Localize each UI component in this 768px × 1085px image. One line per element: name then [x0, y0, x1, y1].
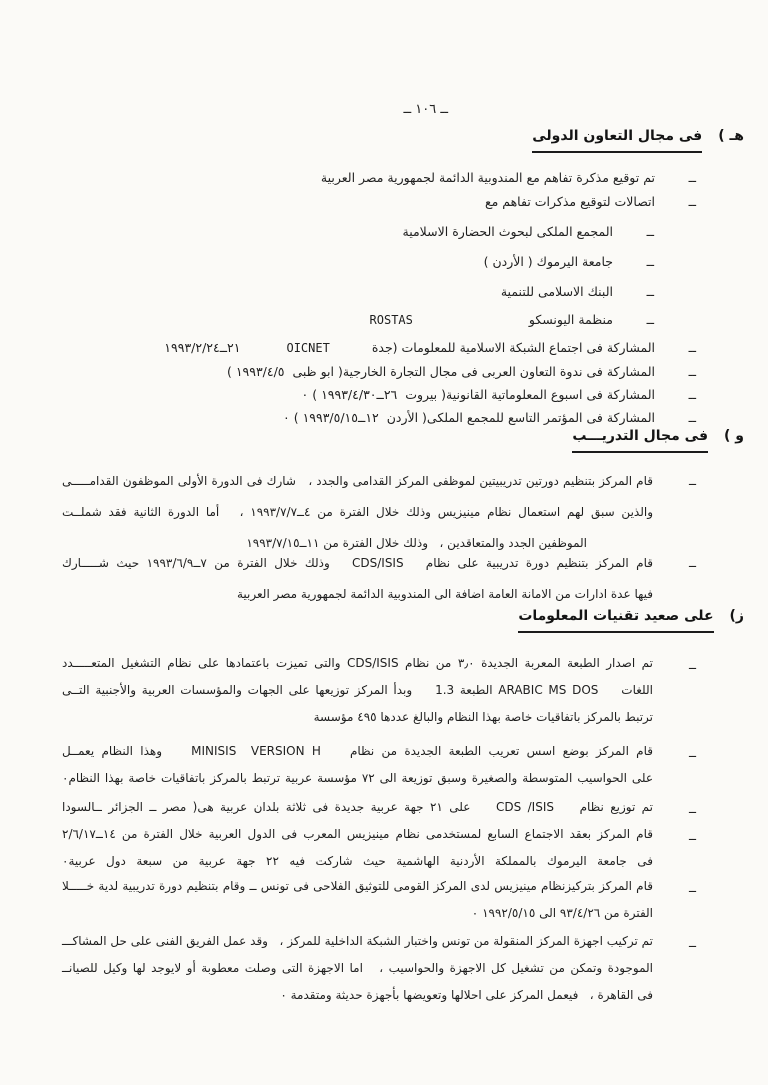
- paragraph-line: الموجودة وتمكن من تشغيل كل الاجهزة والحواسيب ، اما الاجهزة التى وصلت معطوبة أو لايوجد لها وكيل للصيانــ: [62, 961, 653, 975]
- dash-marker: ــ: [646, 284, 654, 299]
- list-item-text: تم توقيع مذكرة تفاهم مع المندوبية الدائمة لجمهورية مصر العربية: [320, 170, 655, 185]
- dash-marker: ــ: [688, 387, 696, 402]
- dash-marker: ــ: [688, 746, 696, 760]
- latin-term-oicnet: OICNET: [286, 341, 330, 355]
- dash-marker: ــ: [646, 254, 654, 269]
- paragraph-line: على الحواسيب المتوسطة والصغيرة وسبق توزيعة الى ٧٢ مؤسسة عربية ترتبط بالمركز باتفاقيات خاصة بهذا النظام٠: [62, 771, 653, 785]
- section-title: فى مجال التعاون الدولى: [532, 128, 702, 153]
- dash-marker: ــ: [688, 936, 696, 950]
- section-label: ز): [729, 608, 744, 624]
- section-heading-training: [572, 428, 744, 453]
- it-paragraph: [62, 821, 696, 875]
- paragraph-line: اللغات ARABIC MS DOS الطبعة 1.3 وبدأ المركز توزيعها على الجهات والمؤسسات العربية والأجنبية التــى: [62, 683, 654, 697]
- list-item: [0, 166, 768, 190]
- list-item: [0, 360, 768, 383]
- list-item-text: المشاركة فى اسبوع المعلوماتية القانونية( بيروت ٢٦ــ١٩٩٣/٤/٣٠ ) ٠: [301, 387, 655, 402]
- paragraph-line: تم اصدار الطبعة المعربة الجديدة ٣٫٠ من نظام CDS/ISIS والتى تميزت باعتمادها على نظام التشغيل المتعـــــدد: [62, 656, 653, 670]
- list-subitem: [0, 280, 768, 304]
- list-subitem: [0, 308, 768, 332]
- paragraph-line: ترتبط بالمركز باتفاقيات خاصة بهذا النظام والبالغ عددها ٤٩٥ مؤسسة: [313, 710, 653, 724]
- dash-marker: ــ: [646, 312, 654, 327]
- dash-marker: ــ: [688, 829, 696, 843]
- section-heading-international-cooperation: [532, 128, 744, 153]
- paragraph-lines: [62, 821, 653, 875]
- it-paragraph: [62, 928, 696, 1009]
- paragraph-line: تم تركيب اجهزة المركز المنقولة من تونس واختبار الشبكة الداخلية للمركز ، وقد عمل الفريق الفنى على حل المشاكـــ: [62, 934, 653, 948]
- paragraph-lines: [62, 794, 653, 821]
- paragraph-line: الموظفين الجدد والمتعاقدين ، وذلك خلال الفترة من ١١ــ١٩٩٣/٧/١٥: [246, 536, 587, 550]
- paragraph-line: الفترة من ٩٣/٤/٢٦ الى ١٩٩٢/٥/١٥ ٠: [471, 906, 653, 920]
- dash-marker: ــ: [688, 474, 696, 488]
- paragraph-line: فيها عدة ادارات من الامانة العامة اضافة الى المندوبية الدائمة لجمهورية مصر العربية: [237, 587, 653, 601]
- paragraph-line: والذين سبق لهم استعمال نظام مينيزيس وذلك خلال الفترة من ٤ــ١٩٩٣/٧/٧ ، أما الدورة الثانية فقد شملــت: [62, 505, 653, 519]
- cooperation-list: [0, 166, 768, 429]
- section-title: فى مجال التدريـــب: [572, 428, 708, 453]
- latin-term-rostas: ROSTAS: [369, 313, 413, 327]
- paragraph-line: قام المركز بوضع اسس تعريب الطبعة الجديدة من نظام MINISIS VERSION H وهذا النظام يعمــل: [62, 744, 653, 758]
- training-paragraph: [62, 548, 696, 610]
- paragraph-lines: [62, 650, 653, 731]
- section-label: هـ ): [718, 128, 744, 144]
- section-title: على صعيد تقنيات المعلومات: [518, 608, 713, 633]
- paragraph-line: فى القاهرة ، فيعمل المركز على احلالها وتعويضها بأجهزة حديثة ومتقدمة ٠: [280, 988, 653, 1002]
- date-range: ٢١ــ١٩٩٣/٢/٢٤: [164, 340, 241, 355]
- training-paragraph: [62, 466, 696, 559]
- dash-marker: ــ: [688, 364, 696, 379]
- dash-marker: ــ: [688, 340, 696, 355]
- dash-marker: ــ: [688, 194, 696, 209]
- paragraph-lines: [62, 928, 653, 1009]
- paragraph-line: قام المركز بتنظيم دورتين تدريبيتين لموظفى المركز القدامى والجدد ، شارك فى الدورة الأولى الموظفون القدامـــــى: [62, 474, 653, 488]
- dash-marker: ــ: [688, 881, 696, 895]
- list-item-text: المشاركة فى ندوة التعاون العربى فى مجال التجارة الخارجية( ابو ظبى ١٩٩٣/٤/٥ ): [226, 364, 655, 379]
- paragraph-line: قام المركز بتنظيم دورة تدريبية على نظام CDS/ISIS وذلك خلال الفترة من ٧ــ١٩٩٣/٦/٩ حيث شـــــارك: [62, 556, 653, 570]
- list-item: [0, 383, 768, 406]
- list-item-text: اتصالات لتوقيع مذكرات تفاهم مع: [484, 194, 655, 209]
- paragraph-line: قام المركز بعقد الاجتماع السابع لمستخدمى نظام مينيزيس المعرب فى الدول العربية خلال الفترة من ١٤ــ٢/٦/١٧: [62, 827, 653, 841]
- paragraph-line: قام المركز بتركيزنظام مينيزيس لدى المركز القومى للتوثيق الفلاحى فى تونس ــ وقام بتنظيم دورة تدريبية لدية خـــــلا: [62, 879, 653, 893]
- paragraph-lines: [62, 548, 653, 610]
- list-subitem: [0, 250, 768, 274]
- list-item-text: المجمع الملكى لبحوث الحضارة الاسلامية: [402, 224, 613, 239]
- dash-marker: ــ: [688, 658, 696, 672]
- dash-marker: ــ: [646, 224, 654, 239]
- dash-marker: ــ: [688, 410, 696, 425]
- it-paragraph: [62, 794, 696, 824]
- it-paragraph: [62, 738, 696, 792]
- dash-marker: ــ: [688, 802, 696, 816]
- it-paragraph: [62, 650, 696, 731]
- list-item-text: المشاركة فى المؤتمر التاسع للمجمع الملكى( الأردن ١٢ــ١٩٩٣/٥/١٥ ) ٠: [283, 410, 655, 425]
- list-item: [0, 190, 768, 214]
- page-number: ــ ١٠٦ ــ: [403, 102, 448, 117]
- list-item: [0, 406, 768, 429]
- list-subitem: [0, 220, 768, 244]
- list-item-text: البنك الاسلامى للتنمية: [500, 284, 613, 299]
- list-item-text: منظمة اليونسكو: [528, 312, 613, 327]
- it-paragraph: [62, 873, 696, 927]
- section-heading-information-technologies: [518, 608, 744, 633]
- paragraph-line: تم توزيع نظام CDS /ISIS على ٢١ جهة عربية جديدة فى ثلاثة بلدان عربية هى( مصر ــ الجزائر ــالسودا: [62, 800, 654, 814]
- dash-marker: ــ: [688, 556, 696, 570]
- paragraph-lines: [62, 873, 653, 927]
- list-item: [0, 336, 768, 360]
- list-item-text: المشاركة فى اجتماع الشبكة الاسلامية للمعلومات (جدة: [371, 340, 655, 355]
- dash-marker: ــ: [688, 170, 696, 185]
- paragraph-line: فى جامعة اليرموك بالمملكة الأردنية الهاشمية حيث شاركت فيه ٢٢ جهة عربية من سبعة دول عربية٠: [62, 854, 653, 868]
- paragraph-lines: [62, 738, 653, 792]
- list-item-text: جامعة اليرموك ( الأردن ): [483, 254, 613, 269]
- section-label: و ): [724, 428, 744, 444]
- paragraph-lines: [62, 466, 653, 559]
